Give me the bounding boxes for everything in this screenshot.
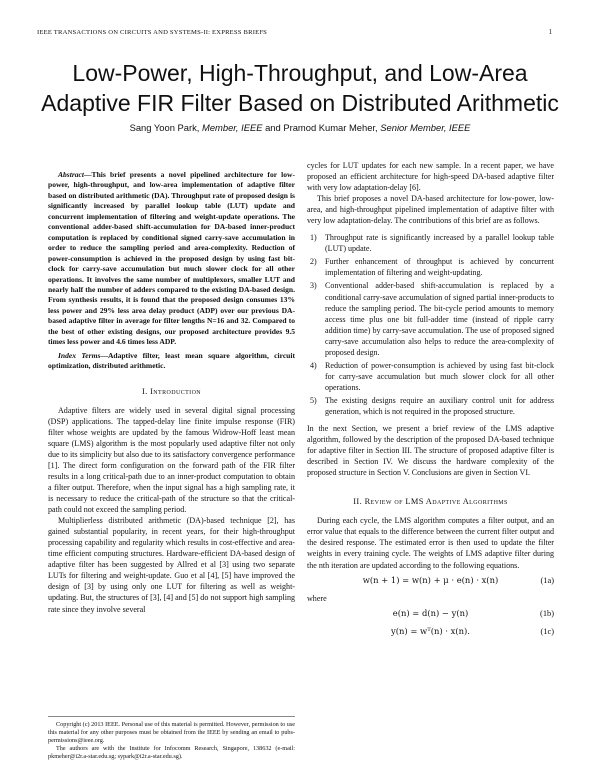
list-number: 3) <box>310 281 317 291</box>
right-paragraph-continued: cycles for LUT updates for each new sample. In a recent paper, we have proposed an efficient architecture for high-speed DA-based adaptive filter with very low adaptation-delay [6]. <box>307 161 554 193</box>
paper-title <box>0 58 600 118</box>
equation-1c-expression: y(n) = wᵀ(n) · x(n). <box>391 625 470 636</box>
journal-header: IEEE TRANSACTIONS ON CIRCUITS AND SYSTEMS-II: EXPRESS BRIEFS <box>37 29 268 36</box>
title-line-2: Adaptive FIR Filter Based on Distributed Arithmetic <box>41 90 559 116</box>
abstract-text: —This brief presents a novel pipelined architecture for low-power, high-throughput, and low-area implementation of adaptive filter based on distributed arithmetic (DA). Throughput rate of proposed design is significantly increased by parallel lookup table (LUT) update and concurrent implementation of filtering and weight-update operations. The conventional adder-based shift-accumulation for DA-based inner-product computation is replaced by conditional signed carry-save accumulation in order to reduce the sampling period and area-complexity. Reduction of power-consumption is achieved in the proposed design by using fast bit-clock for carry-save accumulation but much slower clock for all other operations. It involves the same number of multiplexors, smaller LUT and nearly half the number of adders compared to the existing DA-based design. From synthesis results, it is found that the proposed design consumes 13% less power and 29% less area delay product (ADP) over our previous DA-based adaptive filter in average for filter lengths N=16 and 32. Compared to the best of other existing designs, our proposed architecture provides 9.5 times less power and 4.6 times less ADP. <box>48 170 295 347</box>
author-line <box>0 122 600 133</box>
list-text: Further enhancement of throughput is achieved by concurrent implementation of filtering and weight-updating. <box>325 257 554 278</box>
index-terms <box>48 351 295 372</box>
contributions-list <box>307 232 554 417</box>
section-heading-lms-review: II. Review of LMS Adaptive Algorithms <box>353 497 508 507</box>
list-text: The existing designs require an auxiliary control unit for address generation, which is not required in the proposed structure. <box>325 395 554 416</box>
footnote-copyright: Copyright (c) 2013 IEEE. Personal use of this material is permitted. However, permission to use this material for any other purposes must be obtained from the IEEE by sending an email to pubs-permissions@ieee.org. <box>48 721 295 745</box>
where-text: where <box>307 593 327 603</box>
copyright-footnote <box>48 716 295 761</box>
abstract-label: Abstract <box>58 170 84 179</box>
list-text: Conventional adder-based shift-accumulation is replaced by a conditional carry-save accumulation of signed partial inner-products to reduce the sampling period. The bit-cycle period amounts to memory access time plus one bit full-adder time (instead of ripple carry addition time) by carry-save accumulation. The use of proposed signed carry-save accumulation also helps to reduce the area-complexity of proposed design. <box>325 281 554 357</box>
list-item <box>307 280 554 357</box>
author-2: and Pramod Kumar Meher, <box>265 122 378 133</box>
author-2-role: Senior Member, IEEE <box>380 122 471 133</box>
intro-paragraph-2: Multiplierless distributed arithmetic (DA)-based technique [2], has gained substantial popularity, in recent years, for their high-throughput processing capability and regularity which results in cost-effective and area-time efficient computing structures. Hardware-efficient DA-based design of adaptive filter has been suggested by Allred et al [3] using two separate LUTs for filtering and weight-update. Guo et al [4], [5] have improved the design of [3] by using only one LUT for filtering as well as weight-updating. But, the structures of [3], [4] and [5] do not support high sampling rate since they involve several <box>48 516 295 614</box>
list-number: 1) <box>310 233 317 243</box>
page-number: 1 <box>548 29 552 36</box>
right-column <box>307 160 554 642</box>
list-number: 2) <box>310 257 317 267</box>
equation-1c-tag: (1c) <box>540 626 554 636</box>
list-item <box>307 395 554 417</box>
abstract <box>48 170 295 348</box>
equation-1b-expression: e(n) = d(n) − y(n) <box>392 607 469 618</box>
left-column <box>48 170 295 615</box>
equation-1b <box>307 606 554 622</box>
contributions-intro: This brief proposes a novel DA-based architecture for low-power, low-area, and high-throughput pipelined implementation of adaptive filter with very low adaptation-delay. The contributions of this brief are as follows. <box>307 194 554 226</box>
equation-1a <box>307 573 554 589</box>
equation-1a-tag: (1a) <box>540 575 554 585</box>
equation-1c <box>307 624 554 640</box>
intro-paragraph-1: Adaptive filters are widely used in several digital signal processing (DSP) applications. The tapped-delay line finite impulse response (FIR) filter whose weights are updated by the famous Widrow-Hoff least mean square (LMS) algorithm is the most popularly used adaptive filter not only due to its simplicity but also due to its satisfactory convergence performance [1]. The direct form configuration on the forward path of the FIR filter results in a long critical-path due to an inner-product computation to obtain a filter output. Therefore, when the input signal has a high sampling rate, it is necessary to reduce the critical-path of the structure so that the critical-path could not exceed the sampling period. <box>48 405 295 515</box>
list-text: Throughput rate is significantly increased by a parallel lookup table (LUT) update. <box>325 233 554 254</box>
equation-1b-tag: (1b) <box>540 608 554 618</box>
author-1: Sang Yoon Park, <box>129 122 200 133</box>
list-number: 4) <box>310 360 317 370</box>
list-item <box>307 360 554 393</box>
list-number: 5) <box>310 395 317 405</box>
index-terms-label: Index Terms <box>58 350 101 360</box>
footnote-affiliation: The authors are with the Institute for Infocomm Research, Singapore, 138632 (e-mail: pkmeher@i2r.a-star.edu.sg; sypark@i2r.a-star.edu.sg). <box>48 745 295 761</box>
section-overview-paragraph: In the next Section, we present a brief review of the LMS adaptive algorithm, followed by the description of the proposed DA-based technique for adaptive filter in Section III. The structure of proposed adaptive filter is described in Section IV. We discuss the hardware complexity of the proposed structure in Section V. Conclusions are given in Section VI. <box>307 424 554 478</box>
title-line-1: Low-Power, High-Throughput, and Low-Area <box>72 60 528 86</box>
author-1-role: Member, IEEE <box>202 122 263 133</box>
equation-1a-expression: w(n + 1) = w(n) + μ · e(n) · x(n) <box>362 574 499 585</box>
lms-paragraph: During each cycle, the LMS algorithm computes a filter output, and an error value that equals to the difference between the current filter output and the desired response. The estimated error is then used to update the filter weights in every training cycle. The weights of LMS adaptive filter during the nth iteration are updated according to the following equations. <box>307 516 554 570</box>
index-terms-text: —Adaptive filter, least mean square algorithm, circuit optimization, distributed arithmetic. <box>48 350 295 371</box>
list-text: Reduction of power-consumption is achieved by using fast bit-clock for carry-save accumulation but much slower clock for all other operations. <box>325 360 554 392</box>
list-item <box>307 232 554 254</box>
list-item <box>307 256 554 278</box>
section-heading-introduction: I. Introduction <box>141 386 202 396</box>
